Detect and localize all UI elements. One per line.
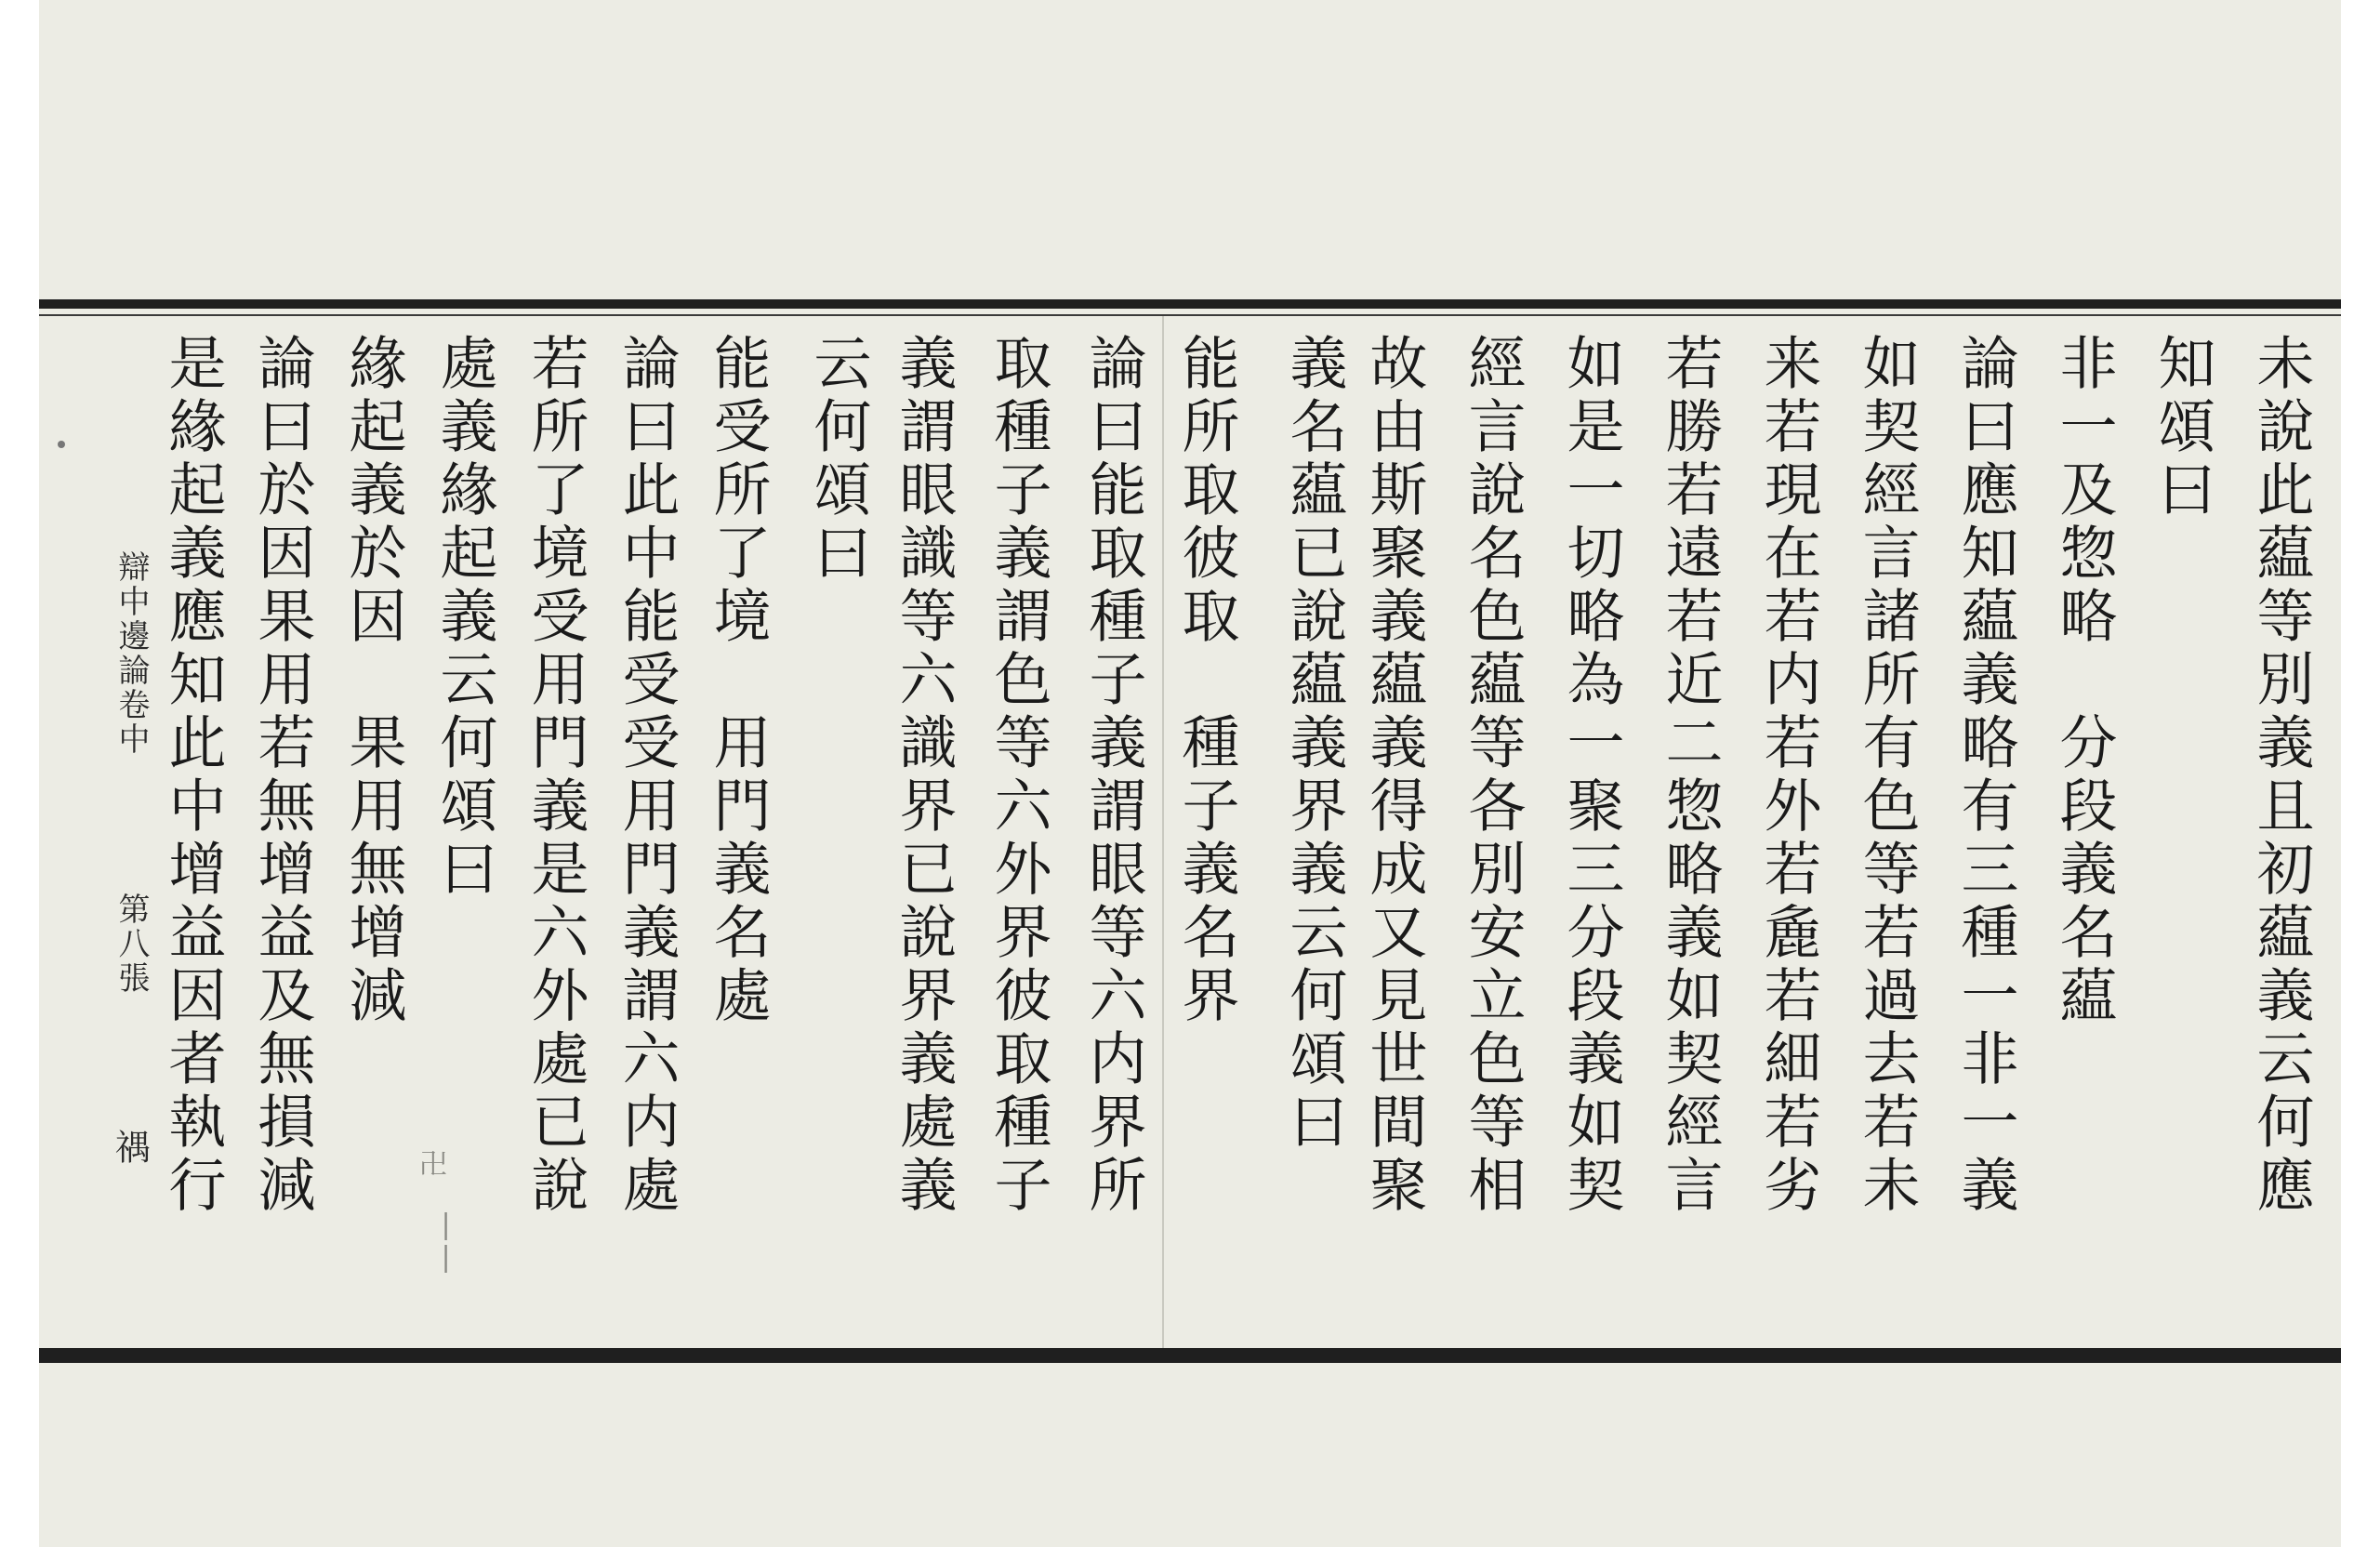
text-column: 若所了境受用門義是六外處已說 (522, 333, 589, 1218)
text-column: 如是一切略為一聚三分段義如契 (1557, 333, 1625, 1218)
verse-column: 緣起義於因 果用無增減 (339, 333, 407, 1028)
text-column: 来若現在若内若外若麁若細若劣 (1754, 333, 1822, 1218)
stray-mark: 卍 (414, 1149, 446, 1177)
text-column: 若勝若遠若近二惣略義如契經言 (1656, 333, 1724, 1218)
text-column: 故由斯聚義藴義得成又見世間聚 (1360, 333, 1428, 1218)
top-inner-rule (39, 314, 2341, 316)
verse-column: 能受所了境 用門義名處 (704, 333, 772, 1028)
margin-book-title: 辯中邊論卷中 (112, 550, 150, 757)
stray-mark: || (430, 1209, 462, 1274)
verse-column: 能所取彼取 種子義名界 (1172, 333, 1240, 1028)
margin-carver-name: 禑 (109, 1129, 150, 1164)
top-border-rule (39, 299, 2341, 309)
text-column: 處義緣起義云何頌曰 (430, 333, 498, 902)
text-column: 如契經言諸所有色等若過去若未 (1853, 333, 1921, 1218)
text-column: 論曰能取種子義謂眼等六内界所 (1079, 333, 1147, 1218)
text-column: 云何頌曰 (804, 333, 872, 586)
margin-page-number: 第八張 (112, 892, 150, 996)
text-column: 論曰此中能受受用門義謂六内處 (613, 333, 681, 1218)
text-column: 是緣起義應知此中增益因者執行 (159, 333, 227, 1218)
verse-column: 非一及惣略 分段義名藴 (2050, 333, 2118, 1028)
text-column: 義謂眼識等六識界已說界義處義 (890, 333, 958, 1218)
text-column: 知頌曰 (2149, 333, 2216, 522)
text-column: 論曰於因果用若無增益及無損減 (248, 333, 316, 1218)
text-column: 經言說名色藴等各別安立色等相 (1459, 333, 1527, 1218)
text-column: 論曰應知藴義略有三種一非一義 (1951, 333, 2019, 1218)
text-column: 取種子義謂色等六外界彼取種子 (985, 333, 1052, 1218)
page-fold-line (1162, 316, 1164, 1348)
text-column: 未說此藴等別義且初藴義云何應 (2247, 333, 2315, 1218)
ink-speck (58, 441, 65, 448)
bottom-border-rule (39, 1348, 2341, 1363)
text-column: 義名藴已說藴義界義云何頌曰 (1280, 333, 1348, 1155)
